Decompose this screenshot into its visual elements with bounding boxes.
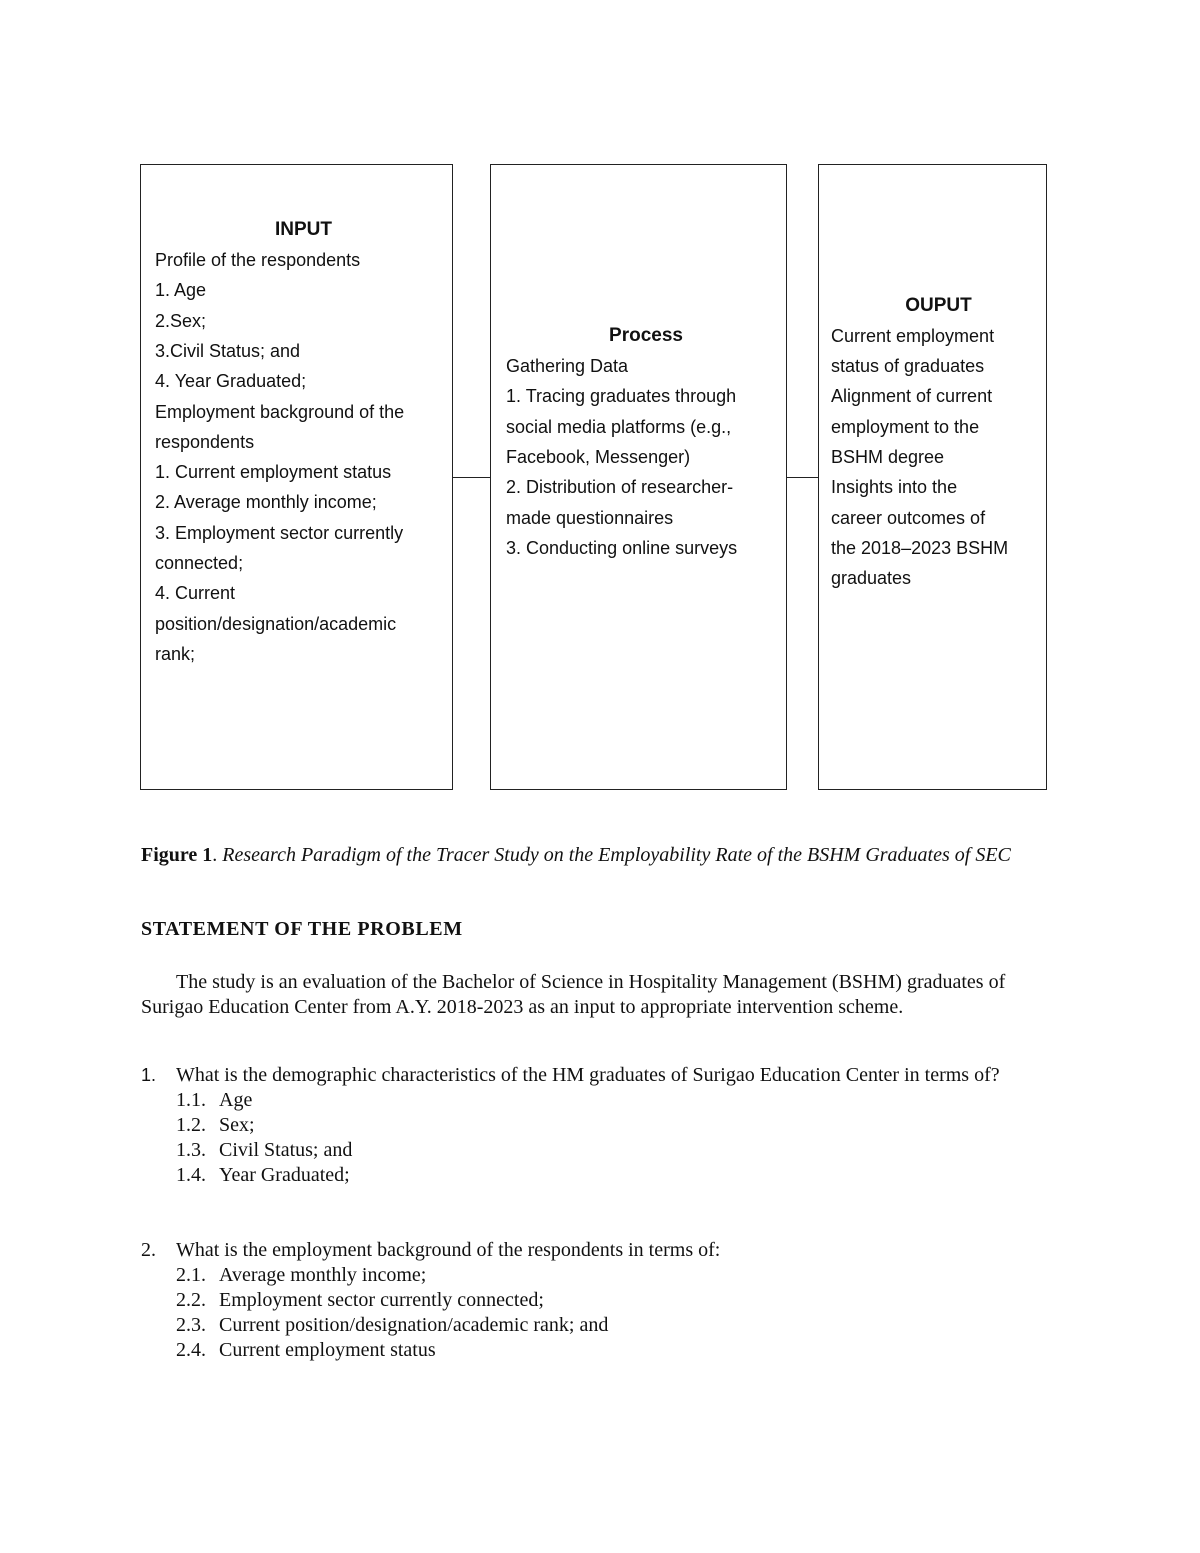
output-lines	[831, 321, 1046, 594]
box-line: 3. Conducting online surveys	[506, 537, 738, 558]
intro-text: The study is an evaluation of the Bachelor of Science in Hospitality Management (BSHM) graduates of Surigao Education Center from A.Y. 2018-2023 as an input to appropriate intervention scheme.	[141, 971, 1006, 1018]
question-text: What is the employment background of the respondents in terms of:	[176, 1239, 721, 1261]
input-lines	[155, 245, 452, 669]
sub-item	[176, 1138, 1061, 1163]
box-line: 2. Distribution of researcher-	[506, 477, 734, 498]
input-box	[140, 164, 453, 790]
box-line: rank;	[155, 643, 196, 664]
question-number: 1.	[141, 1065, 157, 1085]
box-line: Insights into the	[831, 477, 958, 498]
question-text: What is the demographic characteristics of the HM graduates of Surigao Education Center in terms of?	[176, 1064, 1000, 1086]
sub-item-number: 1.1.	[176, 1089, 206, 1111]
sub-item-number: 1.3.	[176, 1139, 206, 1161]
box-line: Profile of the respondents	[155, 250, 361, 271]
process-lines	[506, 351, 786, 563]
box-line: employment to the	[831, 416, 980, 437]
process-title: Process	[609, 324, 683, 346]
box-line: social media platforms (e.g.,	[506, 416, 732, 437]
question-number: 2.	[141, 1239, 156, 1261]
box-line: respondents	[155, 431, 255, 452]
sub-item-text: Civil Status; and	[219, 1139, 353, 1161]
box-line: 2.Sex;	[155, 310, 207, 331]
box-line: status of graduates	[831, 356, 985, 377]
box-line: position/designation/academic	[155, 613, 397, 634]
sub-item	[176, 1263, 1061, 1288]
question-1	[141, 1063, 1061, 1188]
box-line: 3. Employment sector currently	[155, 522, 404, 543]
figure-label: Figure 1	[141, 844, 213, 866]
intro-paragraph	[141, 970, 1061, 1020]
sub-item-number: 1.4.	[176, 1164, 206, 1186]
box-line: graduates	[831, 568, 912, 589]
output-title: OUPUT	[905, 294, 972, 316]
sub-item	[176, 1163, 1061, 1188]
sub-item-number: 1.2.	[176, 1114, 206, 1136]
box-line: 4. Current	[155, 583, 236, 604]
box-line: Facebook, Messenger)	[506, 447, 691, 467]
box-line: Current employment	[831, 325, 995, 346]
input-title: INPUT	[275, 218, 332, 240]
connector-process-output	[787, 477, 818, 478]
sub-item-text: Age	[219, 1089, 253, 1111]
box-line: 3.Civil Status; and	[155, 340, 301, 361]
question-2	[141, 1238, 1061, 1363]
figure-title: Research Paradigm of the Tracer Study on the Employability Rate of the BSHM Graduates of SEC	[222, 844, 1011, 866]
sub-item	[176, 1288, 1061, 1313]
sub-item-number: 2.3.	[176, 1314, 206, 1336]
box-line: 2. Average monthly income;	[155, 492, 377, 513]
sub-item-number: 2.4.	[176, 1339, 206, 1361]
box-line: 1. Age	[155, 280, 207, 301]
sub-item-text: Current position/designation/academic rank; and	[219, 1314, 609, 1336]
output-box	[818, 164, 1047, 790]
box-line: Gathering Data	[506, 356, 629, 377]
box-line: the 2018–2023 BSHM	[831, 537, 1009, 558]
sub-item-text: Year Graduated;	[219, 1164, 350, 1186]
section-heading: STATEMENT OF THE PROBLEM	[141, 918, 463, 940]
sub-item	[176, 1338, 1061, 1363]
sub-item-number: 2.1.	[176, 1264, 206, 1286]
sub-item-number: 2.2.	[176, 1289, 206, 1311]
box-line: 1. Tracing graduates through	[506, 386, 737, 407]
sub-item-text: Employment sector currently connected;	[219, 1289, 544, 1311]
box-line: connected;	[155, 553, 244, 574]
connector-input-process	[453, 477, 490, 478]
figure-caption	[141, 843, 1061, 868]
box-line: BSHM degree	[831, 447, 945, 467]
box-line: Employment background of the	[155, 401, 405, 422]
box-line: 4. Year Graduated;	[155, 371, 307, 392]
sub-item-text: Average monthly income;	[219, 1264, 427, 1286]
box-line: 1. Current employment status	[155, 462, 392, 483]
box-line: made questionnaires	[506, 507, 674, 528]
process-box	[490, 164, 787, 790]
sub-item-text: Sex;	[219, 1114, 255, 1136]
box-line: career outcomes of	[831, 507, 986, 528]
sub-item-text: Current employment status	[219, 1339, 436, 1361]
sub-item	[176, 1088, 1061, 1113]
box-line: Alignment of current	[831, 386, 993, 407]
sub-item	[176, 1313, 1061, 1338]
figure-sep: .	[212, 844, 223, 866]
sub-item	[176, 1113, 1061, 1138]
